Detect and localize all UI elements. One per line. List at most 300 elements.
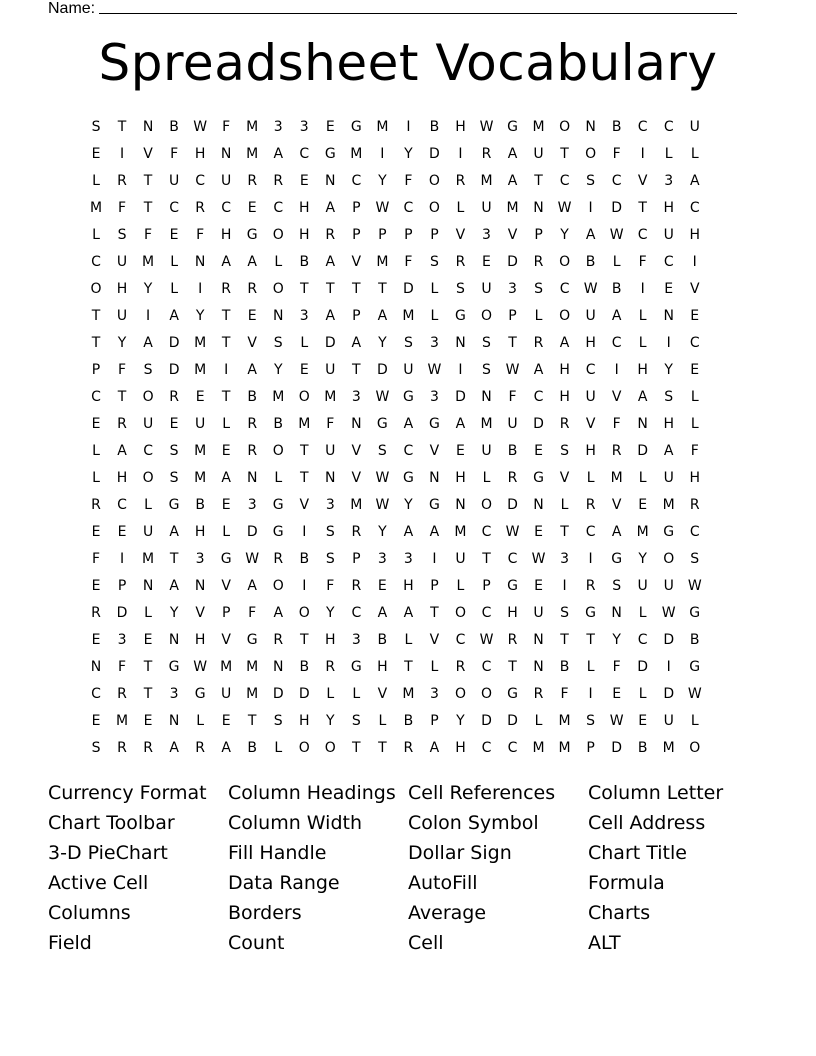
grid-letter[interactable]: V — [507, 226, 518, 243]
grid-letter[interactable]: A — [403, 415, 414, 432]
grid-letter[interactable]: E — [91, 631, 101, 648]
grid-letter[interactable]: A — [247, 253, 257, 270]
grid-letter[interactable]: E — [169, 226, 179, 243]
grid-letter[interactable]: I — [588, 550, 593, 567]
grid-letter[interactable]: W — [193, 658, 208, 675]
grid-letter[interactable]: U — [221, 685, 232, 702]
grid-letter[interactable]: A — [429, 739, 440, 756]
grid-letter[interactable]: A — [533, 361, 544, 378]
grid-letter[interactable]: W — [687, 577, 702, 594]
grid-letter[interactable]: E — [299, 172, 309, 189]
grid-letter[interactable]: N — [246, 469, 258, 486]
grid-letter[interactable]: 3 — [299, 118, 309, 135]
grid-letter[interactable]: M — [558, 739, 571, 756]
grid-letter[interactable]: B — [299, 658, 310, 675]
grid-letter[interactable]: T — [560, 523, 569, 540]
grid-letter[interactable]: C — [533, 388, 544, 405]
grid-letter[interactable]: N — [429, 469, 440, 486]
grid-letter[interactable]: V — [611, 496, 622, 513]
grid-letter[interactable]: G — [324, 145, 336, 162]
grid-letter[interactable]: L — [274, 739, 283, 756]
grid-letter[interactable]: H — [689, 226, 700, 243]
grid-letter[interactable]: L — [586, 658, 595, 675]
grid-letter[interactable]: O — [454, 685, 466, 702]
grid-letter[interactable]: E — [325, 118, 335, 135]
grid-letter[interactable]: 3 — [429, 388, 439, 405]
grid-letter[interactable]: C — [273, 199, 284, 216]
grid-letter[interactable]: W — [479, 118, 494, 135]
grid-letter[interactable]: T — [143, 172, 153, 189]
grid-letter[interactable]: P — [534, 226, 543, 243]
grid-letter[interactable]: P — [482, 577, 491, 594]
grid-letter[interactable]: U — [533, 145, 544, 162]
grid-letter[interactable]: T — [508, 658, 517, 675]
grid-letter[interactable]: D — [507, 253, 518, 270]
grid-letter[interactable]: B — [637, 739, 648, 756]
grid-letter[interactable]: W — [505, 523, 520, 540]
grid-letter[interactable]: G — [402, 388, 414, 405]
grid-letter[interactable]: P — [117, 577, 127, 594]
grid-letter[interactable]: Y — [456, 712, 465, 729]
grid-letter[interactable]: M — [662, 496, 675, 513]
grid-letter[interactable]: C — [117, 496, 127, 513]
grid-letter[interactable]: I — [432, 550, 437, 567]
grid-letter[interactable]: D — [507, 712, 518, 729]
grid-letter[interactable]: C — [689, 199, 700, 216]
grid-letter[interactable]: U — [481, 442, 492, 459]
grid-letter[interactable]: V — [195, 604, 205, 621]
grid-letter[interactable]: F — [91, 550, 101, 567]
grid-letter[interactable]: F — [144, 226, 153, 243]
grid-letter[interactable]: L — [690, 712, 699, 729]
grid-letter[interactable]: F — [638, 253, 647, 270]
grid-letter[interactable]: C — [663, 253, 674, 270]
grid-letter[interactable]: E — [91, 712, 101, 729]
grid-letter[interactable]: R — [351, 577, 362, 594]
grid-letter[interactable]: R — [689, 496, 700, 513]
grid-letter[interactable]: L — [638, 604, 647, 621]
grid-letter[interactable]: 3 — [247, 496, 257, 513]
grid-letter[interactable]: I — [588, 199, 593, 216]
grid-letter[interactable]: V — [221, 577, 231, 594]
grid-letter[interactable]: U — [481, 199, 492, 216]
grid-letter[interactable]: O — [585, 145, 597, 162]
grid-letter[interactable]: M — [246, 685, 259, 702]
grid-letter[interactable]: C — [689, 334, 700, 351]
grid-letter[interactable]: R — [117, 685, 127, 702]
grid-letter[interactable]: R — [91, 496, 101, 513]
grid-letter[interactable]: O — [272, 442, 284, 459]
grid-letter[interactable]: U — [663, 226, 674, 243]
grid-letter[interactable]: H — [299, 199, 310, 216]
grid-letter[interactable]: C — [403, 199, 414, 216]
grid-letter[interactable]: P — [352, 226, 361, 243]
grid-letter[interactable]: O — [559, 253, 571, 270]
grid-letter[interactable]: M — [350, 145, 363, 162]
grid-letter[interactable]: O — [559, 118, 571, 135]
grid-letter[interactable]: H — [455, 469, 466, 486]
grid-letter[interactable]: H — [585, 334, 596, 351]
grid-letter[interactable]: C — [689, 523, 700, 540]
grid-letter[interactable]: I — [302, 523, 307, 540]
grid-letter[interactable]: C — [143, 442, 153, 459]
grid-letter[interactable]: I — [380, 145, 385, 162]
grid-letter[interactable]: R — [221, 280, 232, 297]
grid-letter[interactable]: M — [662, 739, 675, 756]
grid-letter[interactable]: R — [351, 523, 362, 540]
grid-letter[interactable]: C — [637, 631, 648, 648]
grid-letter[interactable]: R — [273, 550, 284, 567]
grid-letter[interactable]: 3 — [351, 631, 361, 648]
grid-letter[interactable]: G — [507, 577, 518, 594]
grid-letter[interactable]: C — [455, 631, 466, 648]
grid-letter[interactable]: P — [221, 604, 231, 621]
grid-letter[interactable]: S — [117, 226, 127, 243]
grid-letter[interactable]: F — [690, 442, 699, 459]
grid-letter[interactable]: D — [403, 280, 414, 297]
grid-letter[interactable]: P — [430, 712, 439, 729]
grid-letter[interactable]: H — [403, 577, 414, 594]
grid-letter[interactable]: D — [455, 388, 466, 405]
grid-letter[interactable]: M — [298, 415, 311, 432]
grid-letter[interactable]: D — [429, 145, 440, 162]
grid-letter[interactable]: M — [246, 658, 259, 675]
grid-letter[interactable]: O — [298, 388, 310, 405]
grid-letter[interactable]: A — [377, 604, 388, 621]
grid-letter[interactable]: V — [351, 469, 362, 486]
grid-letter[interactable]: 3 — [325, 496, 335, 513]
grid-letter[interactable]: M — [194, 334, 207, 351]
grid-letter[interactable]: V — [637, 172, 648, 189]
grid-letter[interactable]: C — [637, 226, 648, 243]
grid-letter[interactable]: A — [559, 334, 570, 351]
grid-letter[interactable]: V — [143, 145, 153, 162]
grid-letter[interactable]: R — [455, 172, 466, 189]
grid-letter[interactable]: W — [375, 496, 390, 513]
grid-letter[interactable]: E — [534, 577, 543, 594]
grid-letter[interactable]: L — [560, 496, 569, 513]
grid-letter[interactable]: E — [247, 199, 257, 216]
grid-letter[interactable]: 3 — [429, 334, 439, 351]
grid-letter[interactable]: D — [116, 604, 128, 621]
grid-letter[interactable]: T — [247, 712, 257, 729]
grid-letter[interactable]: W — [557, 199, 572, 216]
grid-letter[interactable]: M — [194, 361, 207, 378]
grid-letter[interactable]: O — [272, 577, 284, 594]
grid-letter[interactable]: B — [611, 118, 622, 135]
grid-letter[interactable]: O — [298, 604, 310, 621]
grid-letter[interactable]: R — [117, 739, 127, 756]
grid-letter[interactable]: E — [221, 712, 231, 729]
grid-letter[interactable]: T — [586, 631, 595, 648]
grid-letter[interactable]: V — [611, 388, 622, 405]
grid-letter[interactable]: L — [222, 415, 231, 432]
grid-letter[interactable]: M — [532, 739, 545, 756]
grid-letter[interactable]: G — [689, 604, 701, 621]
grid-letter[interactable]: T — [299, 631, 309, 648]
grid-letter[interactable]: N — [663, 307, 674, 324]
grid-letter[interactable]: C — [481, 658, 492, 675]
grid-letter[interactable]: R — [117, 172, 127, 189]
grid-letter[interactable]: M — [142, 550, 155, 567]
grid-letter[interactable]: H — [663, 199, 674, 216]
grid-letter[interactable]: L — [430, 307, 439, 324]
grid-letter[interactable]: S — [429, 253, 439, 270]
grid-letter[interactable]: F — [560, 685, 569, 702]
grid-letter[interactable]: I — [119, 550, 125, 567]
grid-letter[interactable]: G — [585, 604, 597, 621]
grid-letter[interactable]: L — [92, 226, 100, 243]
grid-letter[interactable]: P — [352, 307, 361, 324]
grid-letter[interactable]: U — [325, 442, 336, 459]
grid-letter[interactable]: A — [169, 739, 179, 756]
grid-letter[interactable]: M — [532, 118, 545, 135]
grid-letter[interactable]: W — [375, 199, 390, 216]
grid-letter[interactable]: H — [220, 226, 232, 243]
grid-letter[interactable]: N — [533, 496, 544, 513]
grid-letter[interactable]: U — [116, 253, 128, 270]
grid-letter[interactable]: S — [664, 388, 674, 405]
grid-letter[interactable]: B — [611, 280, 622, 297]
grid-letter[interactable]: B — [247, 739, 257, 756]
grid-letter[interactable]: L — [274, 253, 283, 270]
grid-letter[interactable]: D — [507, 496, 518, 513]
grid-letter[interactable]: C — [663, 118, 674, 135]
grid-letter[interactable]: P — [430, 577, 439, 594]
grid-letter[interactable]: O — [480, 307, 492, 324]
grid-letter[interactable]: T — [143, 685, 153, 702]
grid-letter[interactable]: 3 — [664, 172, 674, 189]
grid-letter[interactable]: C — [507, 550, 518, 567]
grid-letter[interactable]: F — [170, 145, 179, 162]
grid-letter[interactable]: L — [690, 145, 699, 162]
grid-letter[interactable]: U — [142, 415, 154, 432]
grid-letter[interactable]: N — [533, 658, 544, 675]
grid-letter[interactable]: R — [247, 280, 258, 297]
grid-letter[interactable]: W — [505, 361, 520, 378]
grid-letter[interactable]: 3 — [429, 685, 439, 702]
grid-letter[interactable]: G — [611, 550, 623, 567]
grid-letter[interactable]: I — [458, 145, 463, 162]
grid-letter[interactable]: N — [168, 712, 180, 729]
grid-letter[interactable]: R — [143, 739, 153, 756]
grid-letter[interactable]: U — [195, 415, 206, 432]
grid-letter[interactable]: H — [194, 145, 206, 162]
grid-letter[interactable]: V — [377, 685, 388, 702]
grid-letter[interactable]: R — [325, 226, 336, 243]
grid-letter[interactable]: V — [455, 226, 466, 243]
grid-letter[interactable]: A — [403, 523, 414, 540]
grid-letter[interactable]: A — [611, 307, 622, 324]
grid-letter[interactable]: C — [351, 604, 362, 621]
grid-letter[interactable]: M — [376, 253, 389, 270]
grid-letter[interactable]: U — [481, 280, 492, 297]
grid-letter[interactable]: O — [663, 550, 675, 567]
grid-letter[interactable]: I — [224, 361, 229, 378]
grid-letter[interactable]: W — [375, 388, 390, 405]
grid-letter[interactable]: N — [90, 658, 102, 675]
grid-letter[interactable]: S — [351, 712, 361, 729]
grid-letter[interactable]: V — [351, 442, 362, 459]
grid-letter[interactable]: E — [91, 145, 101, 162]
grid-letter[interactable]: M — [350, 496, 363, 513]
grid-letter[interactable]: I — [692, 253, 697, 270]
grid-letter[interactable]: 3 — [273, 118, 283, 135]
grid-letter[interactable]: L — [170, 253, 179, 270]
grid-letter[interactable]: G — [272, 496, 284, 513]
grid-letter[interactable]: E — [299, 361, 309, 378]
grid-letter[interactable]: L — [352, 685, 361, 702]
grid-letter[interactable]: A — [325, 199, 336, 216]
grid-letter[interactable]: F — [196, 226, 205, 243]
grid-letter[interactable]: N — [325, 469, 336, 486]
grid-letter[interactable]: O — [559, 307, 571, 324]
grid-letter[interactable]: L — [92, 172, 100, 189]
grid-letter[interactable]: L — [664, 145, 673, 162]
grid-letter[interactable]: G — [168, 496, 180, 513]
grid-letter[interactable]: 3 — [169, 685, 179, 702]
grid-letter[interactable]: G — [272, 523, 284, 540]
grid-letter[interactable]: F — [118, 658, 127, 675]
grid-letter[interactable]: 3 — [117, 631, 127, 648]
grid-letter[interactable]: H — [559, 361, 570, 378]
grid-letter[interactable]: R — [325, 658, 336, 675]
grid-letter[interactable]: L — [638, 334, 647, 351]
grid-letter[interactable]: Y — [612, 631, 621, 648]
grid-letter[interactable]: B — [377, 631, 388, 648]
grid-letter[interactable]: D — [272, 685, 284, 702]
grid-letter[interactable]: R — [169, 388, 179, 405]
grid-letter[interactable]: P — [352, 199, 361, 216]
grid-letter[interactable]: W — [661, 604, 676, 621]
grid-letter[interactable]: M — [636, 523, 649, 540]
grid-letter[interactable]: U — [455, 550, 466, 567]
grid-letter[interactable]: L — [196, 712, 205, 729]
grid-letter[interactable]: T — [352, 361, 361, 378]
grid-letter[interactable]: B — [403, 712, 414, 729]
grid-letter[interactable]: C — [611, 172, 622, 189]
grid-letter[interactable]: E — [690, 361, 700, 378]
grid-letter[interactable]: U — [221, 172, 232, 189]
grid-letter[interactable]: T — [534, 172, 543, 189]
grid-letter[interactable]: G — [246, 226, 258, 243]
name-blank-line[interactable] — [99, 0, 737, 14]
grid-letter[interactable]: H — [637, 361, 648, 378]
grid-letter[interactable]: G — [428, 415, 440, 432]
grid-letter[interactable]: A — [221, 469, 231, 486]
grid-letter[interactable]: R — [455, 658, 466, 675]
grid-letter[interactable]: C — [481, 523, 492, 540]
grid-letter[interactable]: R — [559, 415, 570, 432]
grid-letter[interactable]: O — [480, 685, 492, 702]
grid-letter[interactable]: R — [247, 172, 258, 189]
grid-letter[interactable]: W — [583, 280, 598, 297]
grid-letter[interactable]: C — [637, 118, 648, 135]
grid-letter[interactable]: T — [404, 658, 413, 675]
grid-letter[interactable]: R — [455, 253, 466, 270]
grid-letter[interactable]: M — [194, 442, 207, 459]
grid-letter[interactable]: V — [585, 415, 596, 432]
grid-letter[interactable]: G — [455, 307, 466, 324]
grid-letter[interactable]: E — [143, 712, 153, 729]
grid-letter[interactable]: T — [378, 280, 387, 297]
grid-letter[interactable]: C — [195, 172, 206, 189]
grid-letter[interactable]: P — [508, 307, 517, 324]
grid-letter[interactable]: I — [640, 145, 645, 162]
grid-letter[interactable]: 3 — [403, 550, 413, 567]
grid-letter[interactable]: T — [143, 658, 153, 675]
grid-letter[interactable]: F — [612, 145, 621, 162]
grid-letter[interactable]: C — [559, 172, 570, 189]
grid-letter[interactable]: F — [248, 604, 257, 621]
grid-letter[interactable]: U — [663, 469, 674, 486]
grid-letter[interactable]: I — [666, 334, 671, 351]
grid-letter[interactable]: 3 — [299, 307, 309, 324]
grid-letter[interactable]: L — [92, 469, 100, 486]
grid-letter[interactable]: N — [142, 577, 154, 594]
grid-letter[interactable]: C — [611, 334, 622, 351]
grid-letter[interactable]: F — [118, 199, 127, 216]
grid-letter[interactable]: 3 — [508, 280, 517, 297]
grid-letter[interactable]: A — [169, 307, 179, 324]
grid-letter[interactable]: F — [404, 253, 413, 270]
grid-letter[interactable]: A — [689, 172, 700, 189]
grid-letter[interactable]: W — [375, 469, 390, 486]
grid-letter[interactable]: E — [638, 496, 648, 513]
grid-letter[interactable]: P — [378, 226, 387, 243]
grid-letter[interactable]: A — [637, 388, 648, 405]
grid-letter[interactable]: E — [690, 307, 700, 324]
grid-letter[interactable]: C — [585, 523, 596, 540]
grid-letter[interactable]: C — [299, 145, 310, 162]
grid-letter[interactable]: R — [195, 199, 205, 216]
grid-letter[interactable]: E — [534, 523, 543, 540]
grid-letter[interactable]: U — [585, 307, 596, 324]
grid-letter[interactable]: A — [169, 577, 179, 594]
grid-letter[interactable]: R — [585, 577, 596, 594]
grid-letter[interactable]: I — [640, 280, 645, 297]
grid-letter[interactable]: M — [246, 145, 259, 162]
grid-letter[interactable]: C — [507, 739, 518, 756]
grid-letter[interactable]: L — [690, 388, 699, 405]
grid-letter[interactable]: L — [638, 307, 647, 324]
grid-letter[interactable]: N — [220, 145, 232, 162]
grid-letter[interactable]: P — [91, 361, 101, 378]
grid-letter[interactable]: E — [456, 442, 465, 459]
grid-letter[interactable]: S — [560, 604, 570, 621]
grid-letter[interactable]: D — [663, 685, 675, 702]
grid-letter[interactable]: I — [198, 280, 203, 297]
grid-letter[interactable]: D — [376, 361, 388, 378]
grid-letter[interactable]: B — [247, 388, 257, 405]
grid-letter[interactable]: E — [482, 253, 491, 270]
grid-letter[interactable]: Y — [404, 145, 413, 162]
grid-letter[interactable]: U — [142, 523, 154, 540]
grid-letter[interactable]: A — [663, 442, 674, 459]
grid-letter[interactable]: A — [221, 739, 231, 756]
grid-letter[interactable]: I — [458, 361, 463, 378]
grid-letter[interactable]: E — [91, 415, 101, 432]
grid-letter[interactable]: A — [611, 523, 622, 540]
grid-letter[interactable]: N — [194, 253, 206, 270]
grid-letter[interactable]: E — [91, 577, 101, 594]
grid-letter[interactable]: R — [507, 469, 518, 486]
grid-letter[interactable]: L — [274, 469, 283, 486]
grid-letter[interactable]: T — [560, 631, 569, 648]
grid-letter[interactable]: D — [637, 658, 649, 675]
grid-letter[interactable]: T — [299, 442, 309, 459]
grid-letter[interactable]: L — [92, 442, 100, 459]
